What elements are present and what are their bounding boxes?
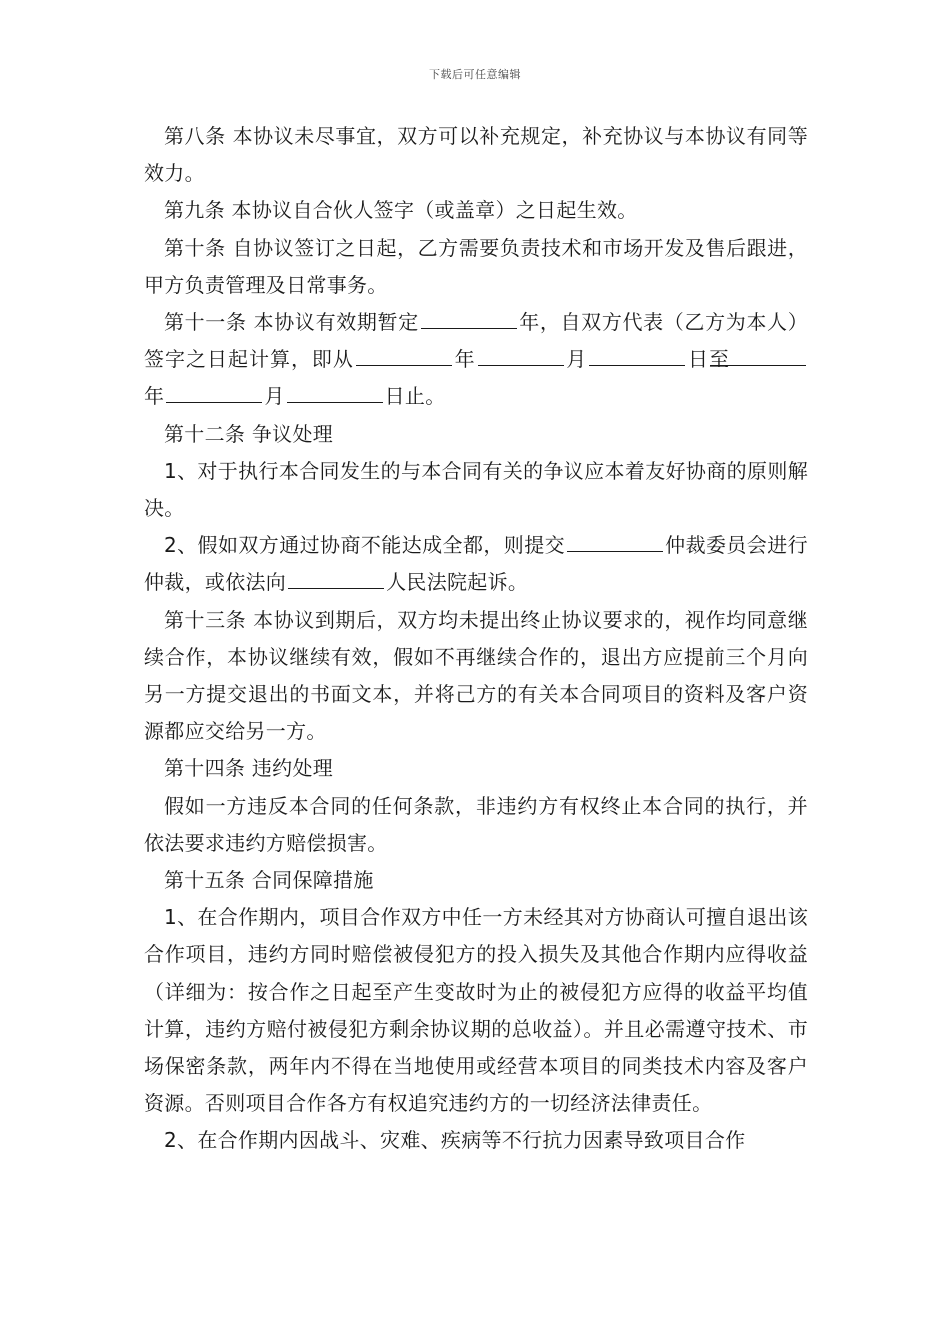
document-body [144,118,808,1160]
article-14-body: 假如一方违反本合同的任何条款，非违约方有权终止本合同的执行，并依法要求违约方赔偿损害。 [144,793,808,855]
blank-start-month [478,347,564,366]
blank-court [288,570,384,589]
article-15-title: 第十五条 合同保障措施 [164,868,374,893]
blank-arbitration-committee [567,533,663,552]
blank-start-year [356,347,452,366]
clause-text: 人民法院起诉。 [386,570,529,595]
article-8: 第八条 本协议未尽事宜，双方可以补充规定，补充协议与本协议有同等效力。 [144,124,808,186]
blank-term-years [421,310,517,329]
article-11-text: 年 [453,347,476,372]
blank-end-year [710,347,806,366]
article-15-clause-2: 2、在合作期内因战斗、灾难、疾病等不行抗力因素导致项目合作 [164,1128,746,1153]
article-11-text: 日止。 [384,384,446,409]
page-header: 下载后可任意编辑 [429,68,521,81]
article-11-text: 年 [144,384,165,409]
article-11-text: 年，自双方代表（乙方为本人）签字之日起计算，即从 [144,310,809,372]
clause-text: 仲裁委员会进行仲裁，或依法向 [144,533,808,595]
article-11-text: 日至 [687,347,730,372]
article-15-clause-1: 1、在合作期内，项目合作双方中任一方未经其对方协商认可擅自退出该合作项目，违约方同时赔偿被侵犯方的投入损失及其他合作期内应得收益（详细为：按合作之日起至产生变故时为止的被侵犯方应得的收益平均值计算，违约方赔付被侵犯方剩余协议期的总收益）。并且必需遵守技术、市场保密条款，两年内不得在当地使用或经营本项目的同类技术内容及客户资源。否则项目合作各方有权追究违约方的一切经济法律责任。 [144,905,808,1116]
article-13: 第十三条 本协议到期后，双方均未提出终止协议要求的，视作均同意继续合作，本协议继续有效，假如不再继续合作的，退出方应提前三个月向另一方提交退出的书面文本，并将己方的有关本合同项目的资料及客户资源都应交给另一方。 [144,607,808,744]
article-11-text: 月 [264,384,285,409]
article-9: 第九条 本协议自合伙人签字（或盖章）之日起生效。 [164,198,638,223]
article-11 [144,304,808,416]
article-12-clause-2 [144,527,808,601]
article-14-title: 第十四条 违约处理 [164,756,334,781]
article-12-clause-1: 1、对于执行本合同发生的与本合同有关的争议应本着友好协商的原则解决。 [144,458,808,521]
article-11-text: 第十一条 本协议有效期暂定 [164,310,419,335]
article-10: 第十条 自协议签订之日起，乙方需要负责技术和市场开发及售后跟进，甲方负责管理及日常事务。 [144,235,808,297]
clause-text: 2、假如双方通过协商不能达成全都，则提交 [164,533,566,558]
blank-start-day [589,347,685,366]
blank-end-day [287,384,383,403]
article-11-text: 月 [565,347,588,372]
article-12-title: 第十二条 争议处理 [164,421,334,446]
blank-end-month [166,384,262,403]
